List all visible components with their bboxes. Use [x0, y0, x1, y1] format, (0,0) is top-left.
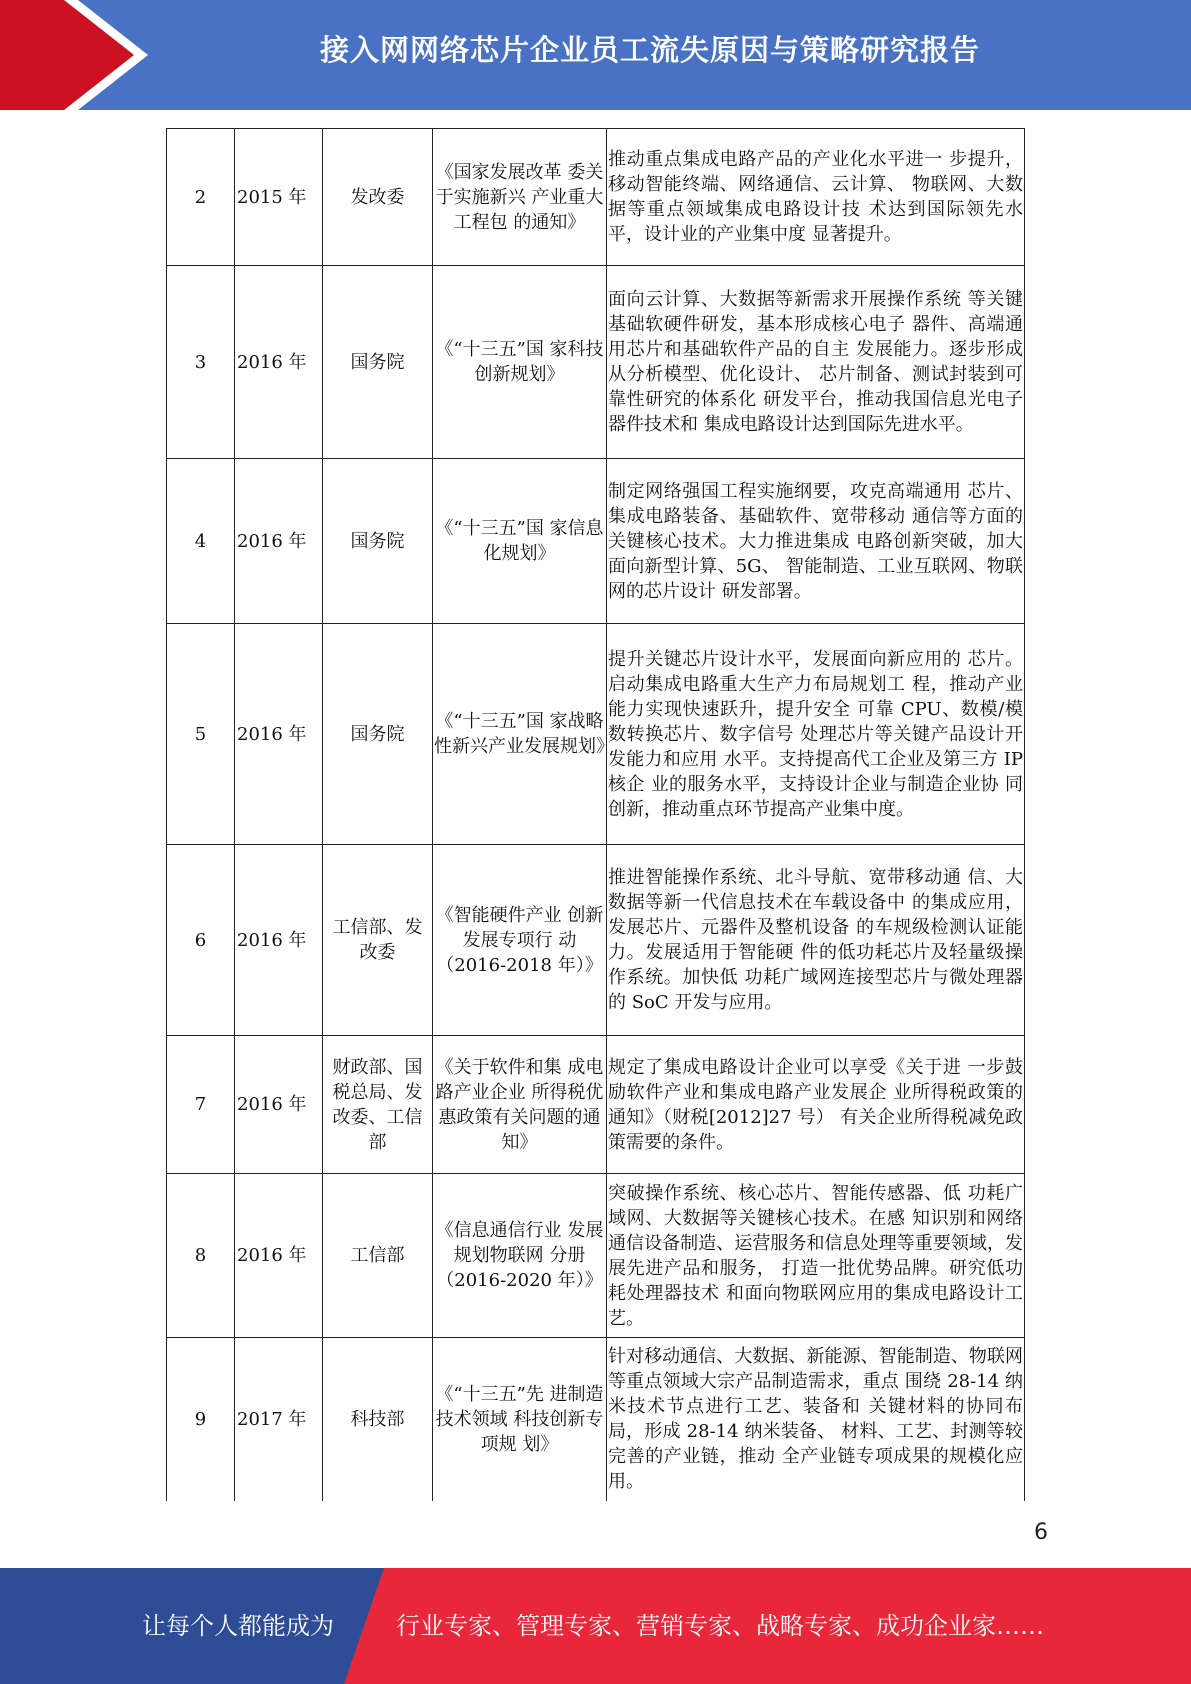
row-policy: 《信息通信行业 发展规划物联网 分册（2016-2020 年）》	[433, 1174, 607, 1338]
row-content: 规定了集成电路设计企业可以享受《关于进 一步鼓励软件产业和集成电路产业发展企 业所得税政策的通知》（财税[2012]27 号） 有关企业所得税减免政策需要的条件。	[607, 1036, 1025, 1174]
row-department: 工信部、发改委	[323, 845, 433, 1036]
row-content: 针对移动通信、大数据、新能源、智能制造、物联网等重点领域大宗产品制造需求，重点 围绕 28-14 纳米技术节点进行工艺、装备和 关键材料的协同布局，形成 28-14 纳米装备、 材料、工艺、封测等较完善的产业链，推动 全产业链专项成果的规模化应用。	[607, 1338, 1025, 1501]
table-row	[167, 459, 1025, 624]
row-number: 5	[167, 624, 235, 845]
row-policy: 《“十三五”国 家科技创新规划》	[433, 266, 607, 459]
row-number: 3	[167, 266, 235, 459]
row-year: 2016 年	[235, 624, 323, 845]
table-row	[167, 1036, 1025, 1174]
row-policy: 《“十三五”国 家信息化规划》	[433, 459, 607, 624]
row-year: 2016 年	[235, 1174, 323, 1338]
policy-table	[166, 128, 1025, 1501]
row-number: 6	[167, 845, 235, 1036]
report-title: 接入网网络芯片企业员工流失原因与策略研究报告	[319, 33, 980, 67]
table-row	[167, 1338, 1025, 1501]
row-year: 2016 年	[235, 1036, 323, 1174]
row-year: 2016 年	[235, 266, 323, 459]
row-content: 面向云计算、大数据等新需求开展操作系统 等关键基础软硬件研发，基本形成核心电子 器件、高端通用芯片和基础软件产品的自主 发展能力。逐步形成从分析模型、优化设计、 芯片制备、测试封装到可靠性研究的体系化 研发平台，推动我国信息光电子器件技术和 集成电路设计达到国际先进水平。	[607, 266, 1025, 459]
row-number: 8	[167, 1174, 235, 1338]
footer-slogan-right: 行业专家、管理专家、营销专家、战略专家、成功企业家……	[396, 1612, 1044, 1640]
row-number: 4	[167, 459, 235, 624]
row-content: 推进智能操作系统、北斗导航、宽带移动通 信、大数据等新一代信息技术在车载设备中 的集成应用，发展芯片、元器件及整机设备 的车规级检测认证能力。发展适用于智能硬 件的低功耗芯片及轻量级操作系统。加快低 功耗广域网连接型芯片与微处理器的 SoC 开发与应用。	[607, 845, 1025, 1036]
page-footer	[0, 1568, 1191, 1684]
table-row	[167, 624, 1025, 845]
row-department: 工信部	[323, 1174, 433, 1338]
table-row	[167, 845, 1025, 1036]
row-department: 发改委	[323, 129, 433, 266]
row-policy: 《“十三五”先 进制造技术领域 科技创新专项规 划》	[433, 1338, 607, 1501]
row-policy: 《“十三五”国 家战略性新兴产业发展规划》	[433, 624, 607, 845]
row-content: 制定网络强国工程实施纲要，攻克高端通用 芯片、集成电路装备、基础软件、宽带移动 通信等方面的关键核心技术。大力推进集成 电路创新突破，加大面向新型计算、5G、 智能制造、工业互联网、物联网的芯片设计 研发部署。	[607, 459, 1025, 624]
row-department: 科技部	[323, 1338, 433, 1501]
footer-slogan-left: 让每个人都能成为	[142, 1612, 334, 1640]
row-content: 推动重点集成电路产品的产业化水平进一 步提升，移动智能终端、网络通信、云计算、 物联网、大数据等重点领域集成电路设计技 术达到国际领先水平，设计业的产业集中度 显著提升。	[607, 129, 1025, 266]
row-year: 2017 年	[235, 1338, 323, 1501]
row-policy: 《智能硬件产业 创新发展专项行 动（2016-2018 年）》	[433, 845, 607, 1036]
row-department: 国务院	[323, 459, 433, 624]
row-department: 国务院	[323, 624, 433, 845]
row-policy: 《国家发展改革 委关于实施新兴 产业重大工程包 的通知》	[433, 129, 607, 266]
table-row	[167, 266, 1025, 459]
page-header	[0, 0, 1191, 110]
page-number: 6	[1034, 1520, 1048, 1545]
row-year: 2016 年	[235, 459, 323, 624]
row-policy: 《关于软件和集 成电路产业企业 所得税优惠政策有关问题的通 知》	[433, 1036, 607, 1174]
row-number: 2	[167, 129, 235, 266]
row-content: 突破操作系统、核心芯片、智能传感器、低 功耗广域网、大数据等关键核心技术。在感 知识别和网络通信设备制造、运营服务和信息处理等重要领域，发展先进产品和服务， 打造一批优势品牌。研究低功耗处理器技术 和面向物联网应用的集成电路设计工艺。	[607, 1174, 1025, 1338]
row-number: 9	[167, 1338, 235, 1501]
row-department: 财政部、国税总局、发改委、工信部	[323, 1036, 433, 1174]
row-department: 国务院	[323, 266, 433, 459]
row-number: 7	[167, 1036, 235, 1174]
row-year: 2015 年	[235, 129, 323, 266]
row-year: 2016 年	[235, 845, 323, 1036]
table-row	[167, 129, 1025, 266]
row-content: 提升关键芯片设计水平，发展面向新应用的 芯片。启动集成电路重大生产力布局规划工 程，推动产业能力实现快速跃升，提升安全 可靠 CPU、数模/模数转换芯片、数字信号 处理芯片等关键产品设计开发能力和应用 水平。支持提高代工企业及第三方 IP 核企 业的服务水平，支持设计企业与制造企业协 同创新，推动重点环节提高产业集中度。	[607, 624, 1025, 845]
table-row	[167, 1174, 1025, 1338]
